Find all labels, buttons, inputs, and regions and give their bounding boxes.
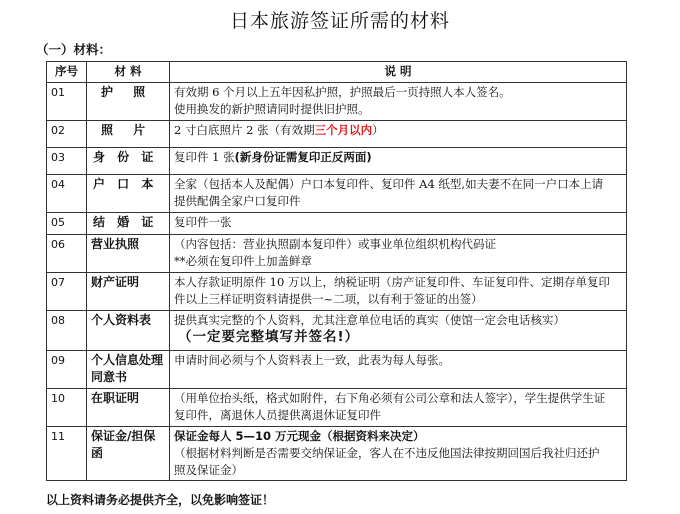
table-row	[47, 213, 627, 235]
row-item: 户 口 本	[87, 175, 170, 213]
row-item: 财产证明	[87, 273, 170, 311]
row-desc	[170, 235, 627, 273]
item-line: 保证金/担保	[91, 429, 156, 443]
row-item	[87, 427, 170, 481]
row-number: 01	[47, 83, 87, 121]
desc-line: 提供真实完整的个人资料，尤其注意单位电话的真实（使馆一定会电话核实）	[174, 313, 565, 327]
row-item: 护 照	[87, 83, 170, 121]
item-line: 函	[91, 446, 104, 460]
desc-highlight: 三个月以内	[314, 123, 373, 137]
desc-line: （根据材料判断是否需要交纳保证金，客人在不违反他国法律按期回国后我社归还护	[174, 446, 600, 460]
row-number: 09	[47, 351, 87, 389]
row-number: 03	[47, 148, 87, 175]
item-line: 个人信息处理	[91, 353, 164, 367]
desc-text: 复印件 1 张	[174, 150, 235, 164]
materials-table	[46, 61, 627, 481]
row-number: 11	[47, 427, 87, 481]
desc-bold: 保证金每人 5—10 万元现金（根据资料来决定）	[174, 429, 425, 443]
table-row	[47, 121, 627, 148]
desc-emphasis: （一定要完整填写并签名!）	[178, 329, 360, 345]
row-number: 05	[47, 213, 87, 235]
table-row	[47, 175, 627, 213]
row-desc: 申请时间必须与个人资料表上一致，此表为每人每张。	[170, 351, 627, 389]
table-row	[47, 273, 627, 311]
item-line: 同意书	[91, 370, 128, 384]
row-desc	[170, 83, 627, 121]
section-heading: （一）材料：	[36, 42, 112, 57]
desc-line: 本人存款证明原件 10 万以上，纳税证明（房产证复印件、车证复印件、定期存单复印	[174, 275, 610, 289]
row-desc	[170, 427, 627, 481]
row-desc	[170, 389, 627, 427]
row-desc	[170, 273, 627, 311]
row-number: 04	[47, 175, 87, 213]
row-number: 08	[47, 311, 87, 351]
row-item: 营业执照	[87, 235, 170, 273]
row-number: 06	[47, 235, 87, 273]
row-number: 02	[47, 121, 87, 148]
table-row	[47, 351, 627, 389]
row-item	[87, 351, 170, 389]
header-desc: 说 明	[170, 62, 627, 83]
row-item: 照 片	[87, 121, 170, 148]
desc-line: 件以上三样证明资料请提供一~二项，以有利于签证的出签）	[174, 292, 483, 306]
desc-line: 照及保证金）	[174, 463, 243, 477]
desc-line: 提供配偶全家户口复印件	[174, 194, 301, 208]
row-item: 结 婚 证	[87, 213, 170, 235]
table-row	[47, 389, 627, 427]
row-desc	[170, 311, 627, 351]
row-desc: 复印件一张	[170, 213, 627, 235]
page-title: 日本旅游签证所需的材料	[229, 10, 450, 32]
desc-line: 全家（包括本人及配偶）户口本复印件、复印件 A4 纸型,如夫妻不在同一户口本上请	[174, 177, 604, 191]
header-no: 序号	[47, 62, 87, 83]
desc-line: 复印件，离退休人员提供离退休证复印件	[174, 408, 381, 422]
table-row	[47, 148, 627, 175]
row-item: 在职证明	[87, 389, 170, 427]
row-desc	[170, 148, 627, 175]
row-item: 身 份 证	[87, 148, 170, 175]
header-item: 材 料	[87, 62, 170, 83]
desc-line: 使用换发的新护照请同时提供旧护照。	[174, 102, 370, 116]
row-item: 个人资料表	[87, 311, 170, 351]
desc-line: （用单位抬头纸，格式如附件，右下角必须有公司公章和法人签字），学生提供学生证	[174, 391, 606, 405]
row-desc	[170, 175, 627, 213]
table-header-row	[47, 62, 627, 83]
desc-text: 2 寸白底照片 2 张（有效期	[174, 123, 315, 137]
row-number: 10	[47, 389, 87, 427]
table-row	[47, 311, 627, 351]
row-desc	[170, 121, 627, 148]
row-number: 07	[47, 273, 87, 311]
desc-line: 有效期 6 个月以上五年因私护照，护照最后一页持照人本人签名。	[174, 85, 511, 99]
desc-line: （内容包括：营业执照副本复印件）或事业单位组织机构代码证	[174, 237, 496, 251]
table-row	[47, 235, 627, 273]
desc-text: ）	[372, 123, 384, 137]
desc-line: **必须在复印件上加盖鲜章	[174, 254, 312, 268]
desc-bold: (新身份证需复印正反两面)	[234, 150, 372, 164]
footer-note: 以上资料请务必提供齐全，以免影响签证！	[46, 493, 275, 507]
table-row	[47, 427, 627, 481]
table-row	[47, 83, 627, 121]
